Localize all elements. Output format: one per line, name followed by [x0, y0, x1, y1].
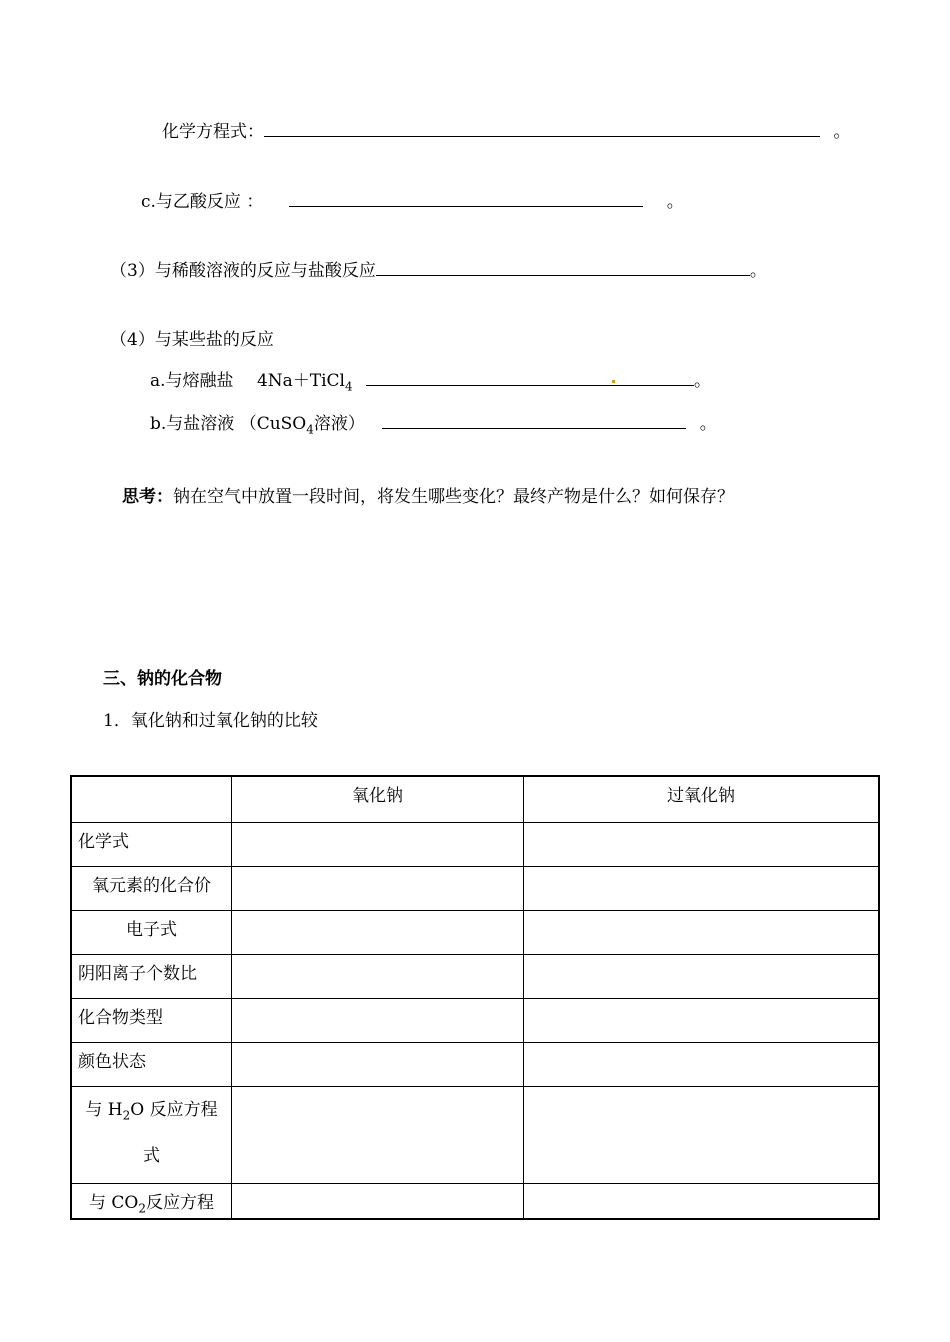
- molten-salt-formula-text: 4Na＋TiCl: [256, 371, 345, 391]
- table-row: [71, 910, 879, 954]
- molten-salt-answer-blank[interactable]: [366, 369, 694, 386]
- molten-salt-end: 。: [694, 371, 712, 391]
- table-row: [71, 954, 879, 998]
- header-cell-sodium-oxide: 氧化钠: [232, 776, 524, 822]
- row-label-electron-formula: 电子式: [71, 910, 232, 954]
- salt-solution-answer-blank[interactable]: [382, 412, 686, 429]
- molten-salt-label: a.与熔融盐: [150, 371, 234, 391]
- salt-solution-label-text: b.与盐溶液 （CuSO: [150, 414, 307, 434]
- table-row: [71, 1086, 879, 1183]
- header-cell-empty: [71, 776, 232, 822]
- molten-salt-formula: [256, 371, 353, 394]
- row-label-valence: 氧元素的化合价: [71, 866, 232, 910]
- h2o-label-post: O 反应方程: [130, 1099, 218, 1120]
- acetic-acid-line: [141, 190, 684, 213]
- h2o-label-pre: 与 H: [85, 1099, 123, 1120]
- header-cell-sodium-peroxide: 过氧化钠: [524, 776, 880, 822]
- cell-oxide-h2o-reaction[interactable]: [232, 1086, 524, 1183]
- salt-solution-end: 。: [699, 414, 717, 434]
- acetic-acid-answer-blank[interactable]: [289, 190, 643, 207]
- salt-solution-line: [150, 412, 717, 435]
- item4-heading: [110, 329, 274, 351]
- item3-end: 。: [749, 261, 767, 281]
- item3-answer-blank[interactable]: [376, 259, 750, 276]
- think-line: [122, 486, 734, 508]
- co2-label-sub: 2: [138, 1200, 146, 1215]
- row-label-co2-reaction: [71, 1183, 232, 1219]
- cell-peroxide-ion-ratio[interactable]: [524, 954, 880, 998]
- cell-peroxide-electron-formula[interactable]: [524, 910, 880, 954]
- acetic-acid-label: c.与乙酸反应 ：: [141, 192, 264, 212]
- cell-peroxide-color-state[interactable]: [524, 1042, 880, 1086]
- molten-salt-line: [150, 369, 711, 392]
- cell-oxide-ion-ratio[interactable]: [232, 954, 524, 998]
- molten-salt-formula-sub: 4: [345, 379, 353, 394]
- row-label-h2o-reaction: [71, 1086, 232, 1183]
- row-label-formula: 化学式: [71, 822, 232, 866]
- row-label-ion-ratio: 阴阳离子个数比: [71, 954, 232, 998]
- stray-mark: [612, 380, 615, 383]
- cell-oxide-formula[interactable]: [232, 822, 524, 866]
- row-label-color-state: 颜色状态: [71, 1042, 232, 1086]
- equation-answer-blank[interactable]: [264, 120, 820, 137]
- table-header-row: [71, 776, 879, 822]
- salt-solution-label-tail: 溶液）: [313, 414, 365, 434]
- think-label: 思考：: [122, 487, 173, 507]
- think-question: 钠在空气中放置一段时间，将发生哪些变化？最终产物是什么？如何保存？: [173, 487, 734, 507]
- item3-line: [110, 259, 767, 282]
- section-subtitle: 1．氧化钠和过氧化钠的比较: [103, 711, 318, 731]
- salt-solution-label: [150, 414, 365, 437]
- salt-solution-label-sub: 4: [306, 422, 314, 437]
- co2-label-post: 反应方程: [146, 1192, 214, 1213]
- equation-line: [162, 120, 850, 143]
- acetic-acid-end: 。: [666, 192, 684, 212]
- co2-label-pre: 与 CO: [89, 1192, 139, 1213]
- h2o-label-line2: 式: [143, 1145, 160, 1166]
- equation-end: 。: [833, 122, 851, 142]
- cell-oxide-electron-formula[interactable]: [232, 910, 524, 954]
- cell-peroxide-valence[interactable]: [524, 866, 880, 910]
- cell-oxide-color-state[interactable]: [232, 1042, 524, 1086]
- item4-label: （4）与某些盐的反应: [110, 330, 274, 350]
- comparison-table: [70, 775, 880, 1220]
- cell-oxide-compound-type[interactable]: [232, 998, 524, 1042]
- section-title: 三、钠的化合物: [103, 669, 222, 689]
- equation-label: 化学方程式：: [162, 122, 264, 142]
- table-row: [71, 1042, 879, 1086]
- cell-peroxide-compound-type[interactable]: [524, 998, 880, 1042]
- cell-oxide-valence[interactable]: [232, 866, 524, 910]
- table-row: [71, 1183, 879, 1219]
- table-row: [71, 998, 879, 1042]
- table-row: [71, 866, 879, 910]
- table-row: [71, 822, 879, 866]
- cell-oxide-co2-reaction[interactable]: [232, 1183, 524, 1219]
- h2o-label-sub: 2: [122, 1107, 131, 1122]
- cell-peroxide-formula[interactable]: [524, 822, 880, 866]
- item3-label: （3）与稀酸溶液的反应与盐酸反应: [110, 261, 376, 281]
- cell-peroxide-h2o-reaction[interactable]: [524, 1086, 880, 1183]
- cell-peroxide-co2-reaction[interactable]: [524, 1183, 880, 1219]
- row-label-compound-type: 化合物类型: [71, 998, 232, 1042]
